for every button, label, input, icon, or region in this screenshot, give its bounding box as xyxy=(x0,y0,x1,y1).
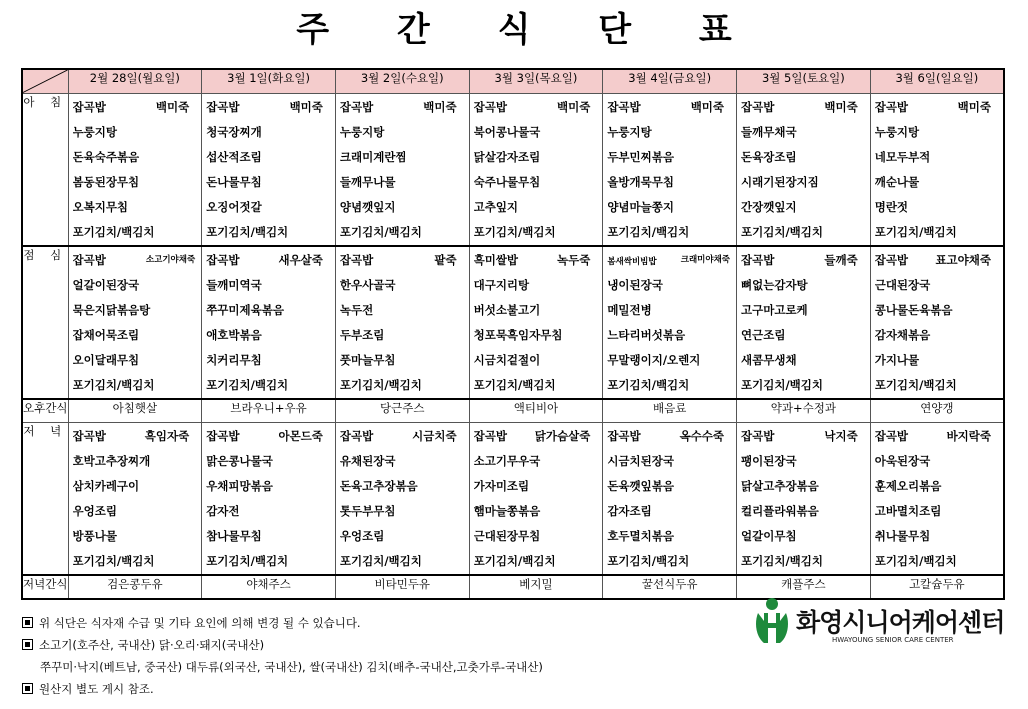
menu-item: 돈육깻잎볶음 xyxy=(607,479,674,493)
menu-top-line xyxy=(474,424,599,449)
day-header: 3월 6일(일요일) xyxy=(870,69,1004,93)
menu-item: 포기김치/백김치 xyxy=(339,224,422,239)
note-line xyxy=(22,656,722,678)
menu-top-line xyxy=(340,95,465,120)
page-title: 주 간 식 단 표 xyxy=(296,10,760,50)
menu-item: 훈제오리볶음 xyxy=(874,479,942,493)
afternoon-snack-cell: 당근주스 xyxy=(335,399,469,423)
menu-item: 감자조림 xyxy=(607,504,652,518)
menu-item: 포기김치/백김치 xyxy=(206,377,289,392)
menu-item: 포기김치/백김치 xyxy=(206,224,289,239)
bullet-square-icon xyxy=(22,639,33,650)
menu-top-line xyxy=(73,95,198,120)
menu-item: 팽이된장국 xyxy=(741,454,797,468)
evening-snack-cell: 베지밀 xyxy=(469,575,603,599)
dinner-label: 저 녁 xyxy=(22,423,68,576)
menu-item: 포기김치/백김치 xyxy=(339,377,422,392)
menu-item: 숙주나물무침 xyxy=(473,174,541,189)
menu-item: 새콤무생채 xyxy=(741,352,797,367)
porridge-item: 백미죽 xyxy=(556,99,591,114)
menu-item: 맑은콩나물국 xyxy=(206,454,273,468)
menu-item: 포기김치/백김치 xyxy=(72,377,155,392)
menu-item: 우엉조림 xyxy=(72,504,117,518)
breakfast-cell xyxy=(335,93,469,246)
menu-item: 쭈꾸미제육볶음 xyxy=(206,302,284,317)
menu-top-line xyxy=(607,424,732,449)
menu-item: 애호박볶음 xyxy=(206,327,262,342)
porridge-item: 시금치죽 xyxy=(412,429,457,443)
menu-top-line xyxy=(340,248,465,273)
rice-item: 잡곡밥 xyxy=(206,99,240,114)
menu-item: 메밀전병 xyxy=(607,302,652,317)
breakfast-row xyxy=(22,93,1004,246)
rice-item: 잡곡밥 xyxy=(72,99,106,114)
menu-item: 포기김치/백김치 xyxy=(874,377,957,392)
porridge-item: 낙지죽 xyxy=(824,429,858,443)
menu-item: 돈육숙주볶음 xyxy=(72,149,140,164)
evening-snack-label: 저녁간식 xyxy=(22,575,68,599)
porridge-item: 백미죽 xyxy=(690,99,725,114)
menu-item: 얼갈이된장국 xyxy=(72,277,140,292)
menu-item: 닭살고추장볶음 xyxy=(741,479,819,493)
breakfast-cell xyxy=(870,93,1004,246)
rice-item: 잡곡밥 xyxy=(339,429,374,443)
breakfast-cell xyxy=(603,93,737,246)
porridge-item: 백미죽 xyxy=(423,99,457,114)
menu-item: 고바멸치조림 xyxy=(874,504,942,518)
menu-item: 오징어젓갈 xyxy=(206,199,262,214)
menu-top-line xyxy=(875,95,999,120)
menu-item: 섭산적조림 xyxy=(206,149,262,164)
rice-item: 잡곡밥 xyxy=(741,429,775,443)
day-header: 3월 1일(화요일) xyxy=(202,69,336,93)
porridge-item: 백미죽 xyxy=(289,99,323,114)
menu-item: 방풍나물 xyxy=(72,529,117,543)
breakfast-cell xyxy=(202,93,336,246)
evening-snack-cell: 야채주스 xyxy=(202,575,336,599)
menu-item: 근대된장무침 xyxy=(473,529,541,543)
menu-item: 유채된장국 xyxy=(339,454,396,468)
weekly-menu-table xyxy=(21,68,1005,600)
day-header: 3월 4일(금요일) xyxy=(603,69,737,93)
menu-top-line xyxy=(875,424,999,449)
menu-item: 느타리버섯볶음 xyxy=(607,327,686,342)
menu-item: 감자전 xyxy=(206,504,240,518)
dinner-cell xyxy=(202,423,336,576)
porridge-item: 표고야채죽 xyxy=(935,252,991,267)
menu-item: 포기김치/백김치 xyxy=(72,554,155,568)
menu-item: 포기김치/백김치 xyxy=(874,554,957,568)
menu-item: 돈육고추장볶음 xyxy=(339,479,418,493)
rice-item: 잡곡밥 xyxy=(741,252,775,267)
dinner-row xyxy=(22,423,1004,576)
afternoon-snack-cell: 약과+수정과 xyxy=(737,399,871,423)
day-header: 3월 5일(토요일) xyxy=(737,69,871,93)
menu-item: 간장깻잎지 xyxy=(741,199,797,214)
menu-item: 호박고추장찌개 xyxy=(72,454,151,468)
menu-item: 오이달래무침 xyxy=(72,352,140,367)
lunch-cell xyxy=(68,246,202,399)
menu-item: 취나물무침 xyxy=(874,529,931,543)
rice-item: 봄새싹비빔밥 xyxy=(607,256,657,267)
rice-item: 잡곡밥 xyxy=(339,252,374,267)
porridge-item: 백미죽 xyxy=(957,99,991,114)
menu-top-line xyxy=(607,248,732,273)
menu-item: 한우사골국 xyxy=(339,277,396,292)
bullet-square-icon xyxy=(22,683,33,694)
dinner-cell xyxy=(68,423,202,576)
menu-item: 청포묵흑임자무침 xyxy=(473,327,563,342)
menu-item: 봄동된장무침 xyxy=(72,174,140,189)
lunch-label: 점 심 xyxy=(22,246,68,399)
menu-item: 참나물무침 xyxy=(206,529,262,543)
menu-top-line xyxy=(474,95,599,120)
menu-item: 묵은지닭볶음탕 xyxy=(72,302,151,317)
afternoon-snack-label: 오후간식 xyxy=(22,399,68,423)
menu-item: 톳두부무침 xyxy=(339,504,396,518)
menu-item: 두부민찌볶음 xyxy=(607,149,674,164)
rice-item: 잡곡밥 xyxy=(206,252,240,267)
menu-item: 닭살감자조림 xyxy=(473,149,541,164)
menu-item: 시금치겉절이 xyxy=(473,352,541,367)
menu-item: 가지나물 xyxy=(874,352,920,367)
breakfast-cell xyxy=(469,93,603,246)
menu-top-line xyxy=(607,95,732,120)
menu-item: 포기김치/백김치 xyxy=(339,554,422,568)
evening-snack-cell: 비타민두유 xyxy=(335,575,469,599)
porridge-item: 크래미야채죽 xyxy=(680,254,731,265)
menu-item: 잡채어묵조림 xyxy=(72,327,140,342)
note-line xyxy=(22,612,722,634)
menu-item: 누룽지탕 xyxy=(72,124,117,139)
porridge-item: 흑임자죽 xyxy=(144,429,190,443)
menu-item: 소고기무우국 xyxy=(473,454,541,468)
menu-item: 돈육장조림 xyxy=(741,149,797,164)
menu-item: 누룽지탕 xyxy=(874,124,920,139)
note-text: 원산지 별도 게시 참조. xyxy=(39,682,154,696)
menu-item: 들깨무채국 xyxy=(741,124,797,139)
menu-item: 근대된장국 xyxy=(874,277,931,292)
menu-item: 연근조림 xyxy=(741,327,786,342)
rice-item: 잡곡밥 xyxy=(874,252,909,267)
menu-item: 햄마늘쫑볶음 xyxy=(473,504,541,518)
menu-item: 들깨무나물 xyxy=(339,174,396,189)
lunch-cell xyxy=(737,246,871,399)
diagonal-line-icon xyxy=(23,70,68,93)
menu-top-line xyxy=(73,424,198,449)
rice-item: 잡곡밥 xyxy=(473,429,507,443)
rice-item: 잡곡밥 xyxy=(607,99,641,114)
menu-item: 올방개묵무침 xyxy=(607,174,674,189)
dinner-cell xyxy=(737,423,871,576)
menu-item: 포기김치/백김치 xyxy=(874,224,957,239)
evening-snack-row xyxy=(22,575,1004,599)
dinner-cell xyxy=(870,423,1004,576)
dinner-cell xyxy=(335,423,469,576)
menu-item: 풋마늘무침 xyxy=(339,352,396,367)
menu-top-line xyxy=(73,248,198,273)
menu-item: 컬리플라워볶음 xyxy=(741,504,819,518)
menu-top-line xyxy=(741,248,866,273)
rice-item: 흑미쌀밥 xyxy=(473,252,519,267)
bullet-square-icon xyxy=(22,617,33,628)
logo-name: 화영시니어케어센터 xyxy=(796,608,1005,637)
lunch-cell xyxy=(870,246,1004,399)
porridge-item: 백미죽 xyxy=(155,99,190,114)
note-text: 위 식단은 식자재 수급 및 기타 요인에 의해 변경 될 수 있습니다. xyxy=(39,616,361,630)
menu-item: 깨순나물 xyxy=(874,174,920,189)
menu-item: 포기김치/백김치 xyxy=(473,377,556,392)
menu-top-line xyxy=(741,424,866,449)
lunch-cell xyxy=(202,246,336,399)
menu-item: 청국장찌개 xyxy=(206,124,262,139)
menu-top-line xyxy=(206,95,331,120)
note-line xyxy=(22,678,722,700)
breakfast-cell xyxy=(68,93,202,246)
menu-item: 우엉조림 xyxy=(339,529,385,543)
menu-item: 들깨미역국 xyxy=(206,277,262,292)
porridge-item: 바지락죽 xyxy=(946,429,991,443)
menu-item: 포기김치/백김치 xyxy=(206,554,289,568)
menu-item: 감자채볶음 xyxy=(874,327,931,342)
breakfast-cell xyxy=(737,93,871,246)
menu-item: 오복지무침 xyxy=(72,199,129,214)
menu-item: 포기김치/백김치 xyxy=(607,224,690,239)
afternoon-snack-cell: 연양갱 xyxy=(870,399,1004,423)
rice-item: 잡곡밥 xyxy=(473,99,507,114)
menu-item: 시금치된장국 xyxy=(607,454,674,468)
afternoon-snack-row xyxy=(22,399,1004,423)
menu-top-line xyxy=(741,95,866,120)
lunch-cell xyxy=(469,246,603,399)
menu-item: 녹두전 xyxy=(339,302,374,317)
evening-snack-cell: 고칼슘두유 xyxy=(870,575,1004,599)
center-logo xyxy=(752,597,1005,653)
rice-item: 잡곡밥 xyxy=(607,429,641,443)
menu-top-line xyxy=(474,248,599,273)
menu-item: 포기김치/백김치 xyxy=(473,554,556,568)
menu-item: 포기김치/백김치 xyxy=(607,554,690,568)
rice-item: 잡곡밥 xyxy=(72,252,106,267)
porridge-item: 녹두죽 xyxy=(556,252,591,267)
note-text: 쭈꾸미·낙지(베트남, 중국산) 대두류(외국산, 국내산), 쌀(국내산) 김치(배추-국내산,고춧가루-국내산) xyxy=(40,660,543,674)
menu-item: 고추잎지 xyxy=(473,199,519,214)
menu-item: 포기김치/백김치 xyxy=(741,554,823,568)
logo-subtitle: HWAYOUNG SENIOR CARE CENTER xyxy=(832,636,954,644)
evening-snack-cell: 검은콩두유 xyxy=(68,575,202,599)
day-header: 2월 28일(월요일) xyxy=(68,69,202,93)
afternoon-snack-cell: 액티비아 xyxy=(469,399,603,423)
porridge-item: 백미죽 xyxy=(824,99,858,114)
menu-top-line xyxy=(340,424,465,449)
porridge-item: 팥죽 xyxy=(434,252,457,267)
evening-snack-cell: 꿀선식두유 xyxy=(603,575,737,599)
menu-item: 버섯소불고기 xyxy=(473,302,541,317)
menu-item: 호두멸치볶음 xyxy=(607,529,674,543)
note-text: 소고기(호주산, 국내산) 닭·오리·돼지(국내산) xyxy=(39,638,265,652)
menu-item: 양념마늘쫑지 xyxy=(607,199,674,214)
menu-item: 콩나물돈육볶음 xyxy=(874,302,953,317)
menu-item: 냉이된장국 xyxy=(607,277,663,292)
menu-top-line xyxy=(206,424,331,449)
day-header-row xyxy=(22,69,1004,93)
dinner-cell xyxy=(603,423,737,576)
menu-top-line xyxy=(875,248,999,273)
menu-top-line xyxy=(206,248,331,273)
menu-item: 뼈없는감자탕 xyxy=(741,277,808,292)
menu-item: 양념깻잎지 xyxy=(339,199,396,214)
dinner-cell xyxy=(469,423,603,576)
menu-item: 대구지리탕 xyxy=(473,277,530,292)
afternoon-snack-cell: 브라우니+우유 xyxy=(202,399,336,423)
menu-item: 포기김치/백김치 xyxy=(473,224,556,239)
rice-item: 잡곡밥 xyxy=(874,99,909,114)
lunch-cell xyxy=(603,246,737,399)
menu-item: 포기김치/백김치 xyxy=(72,224,155,239)
menu-item: 포기김치/백김치 xyxy=(741,377,823,392)
menu-item: 가자미조림 xyxy=(473,479,530,493)
menu-item: 돈나물무침 xyxy=(206,174,262,189)
menu-item: 얼갈이무침 xyxy=(741,529,797,543)
menu-item: 누룽지탕 xyxy=(339,124,385,139)
menu-item: 네모두부적 xyxy=(874,149,931,164)
menu-item: 아욱된장국 xyxy=(874,454,931,468)
menu-item: 누룽지탕 xyxy=(607,124,652,139)
lunch-cell xyxy=(335,246,469,399)
afternoon-snack-cell: 아침햇살 xyxy=(68,399,202,423)
evening-snack-cell: 캐플주스 xyxy=(737,575,871,599)
notes xyxy=(22,612,722,700)
day-header: 3월 2일(수요일) xyxy=(335,69,469,93)
rice-item: 잡곡밥 xyxy=(874,429,909,443)
day-header: 3월 3일(목요일) xyxy=(469,69,603,93)
menu-item: 무말랭이지/오렌지 xyxy=(607,352,701,367)
porridge-item: 옥수수죽 xyxy=(679,429,725,443)
menu-item: 포기김치/백김치 xyxy=(741,224,823,239)
breakfast-label: 아 침 xyxy=(22,93,68,246)
rice-item: 잡곡밥 xyxy=(339,99,374,114)
menu-item: 고구마고로케 xyxy=(741,302,808,317)
rice-item: 잡곡밥 xyxy=(206,429,240,443)
porridge-item: 들깨죽 xyxy=(824,252,858,267)
menu-item: 치커리무침 xyxy=(206,352,262,367)
menu-item: 삼치카레구이 xyxy=(72,479,140,493)
lunch-row xyxy=(22,246,1004,399)
menu-item: 우채피망볶음 xyxy=(206,479,273,493)
note-line xyxy=(22,634,722,656)
porridge-item: 새우살죽 xyxy=(278,252,323,267)
porridge-item: 닭가슴살죽 xyxy=(534,429,591,443)
afternoon-snack-cell: 배음료 xyxy=(603,399,737,423)
corner-cell xyxy=(22,69,68,93)
menu-item: 두부조림 xyxy=(339,327,385,342)
rice-item: 잡곡밥 xyxy=(72,429,106,443)
hwayoung-logo-icon xyxy=(752,597,792,645)
porridge-item: 소고기야채죽 xyxy=(145,254,196,265)
porridge-item: 아몬드죽 xyxy=(278,429,323,443)
menu-item: 북어콩나물국 xyxy=(473,124,541,139)
rice-item: 잡곡밥 xyxy=(741,99,775,114)
menu-item: 포기김치/백김치 xyxy=(607,377,690,392)
menu-item: 시래기된장지짐 xyxy=(741,174,819,189)
menu-item: 명란젓 xyxy=(874,199,909,214)
menu-item: 크래미계란찜 xyxy=(339,149,407,164)
